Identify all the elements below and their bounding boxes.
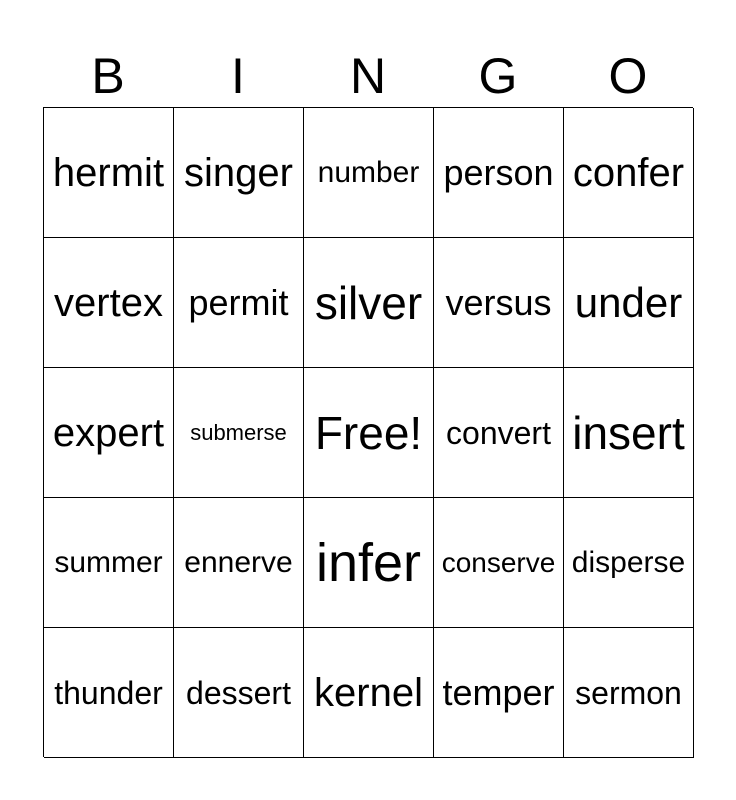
bingo-cell: under xyxy=(564,238,694,368)
bingo-cell: summer xyxy=(44,498,174,628)
bingo-cell: infer xyxy=(304,498,434,628)
bingo-cell: ennerve xyxy=(174,498,304,628)
bingo-cell: confer xyxy=(564,108,694,238)
bingo-cell: kernel xyxy=(304,628,434,758)
header-letter-b: B xyxy=(91,48,125,104)
header-letter-n: N xyxy=(349,48,387,104)
bingo-cell: vertex xyxy=(44,238,174,368)
bingo-cell: submerse xyxy=(174,368,304,498)
bingo-cell: sermon xyxy=(564,628,694,758)
bingo-cell: versus xyxy=(434,238,564,368)
bingo-cell: singer xyxy=(174,108,304,238)
bingo-cell: permit xyxy=(174,238,304,368)
header-letter-o: O xyxy=(608,48,648,104)
bingo-header xyxy=(43,46,693,106)
bingo-cell: temper xyxy=(434,628,564,758)
bingo-cell: insert xyxy=(564,368,694,498)
bingo-cell free-space: Free! xyxy=(304,368,434,498)
bingo-cell: convert xyxy=(434,368,564,498)
bingo-card-grid xyxy=(43,107,693,757)
bingo-cell: conserve xyxy=(434,498,564,628)
bingo-cell: number xyxy=(304,108,434,238)
bingo-cell: thunder xyxy=(44,628,174,758)
header-letter-i: I xyxy=(231,48,245,104)
header-letter-g: G xyxy=(478,48,518,104)
bingo-cell: disperse xyxy=(564,498,694,628)
bingo-cell: dessert xyxy=(174,628,304,758)
bingo-cell: silver xyxy=(304,238,434,368)
bingo-cell: person xyxy=(434,108,564,238)
bingo-cell: expert xyxy=(44,368,174,498)
bingo-cell: hermit xyxy=(44,108,174,238)
